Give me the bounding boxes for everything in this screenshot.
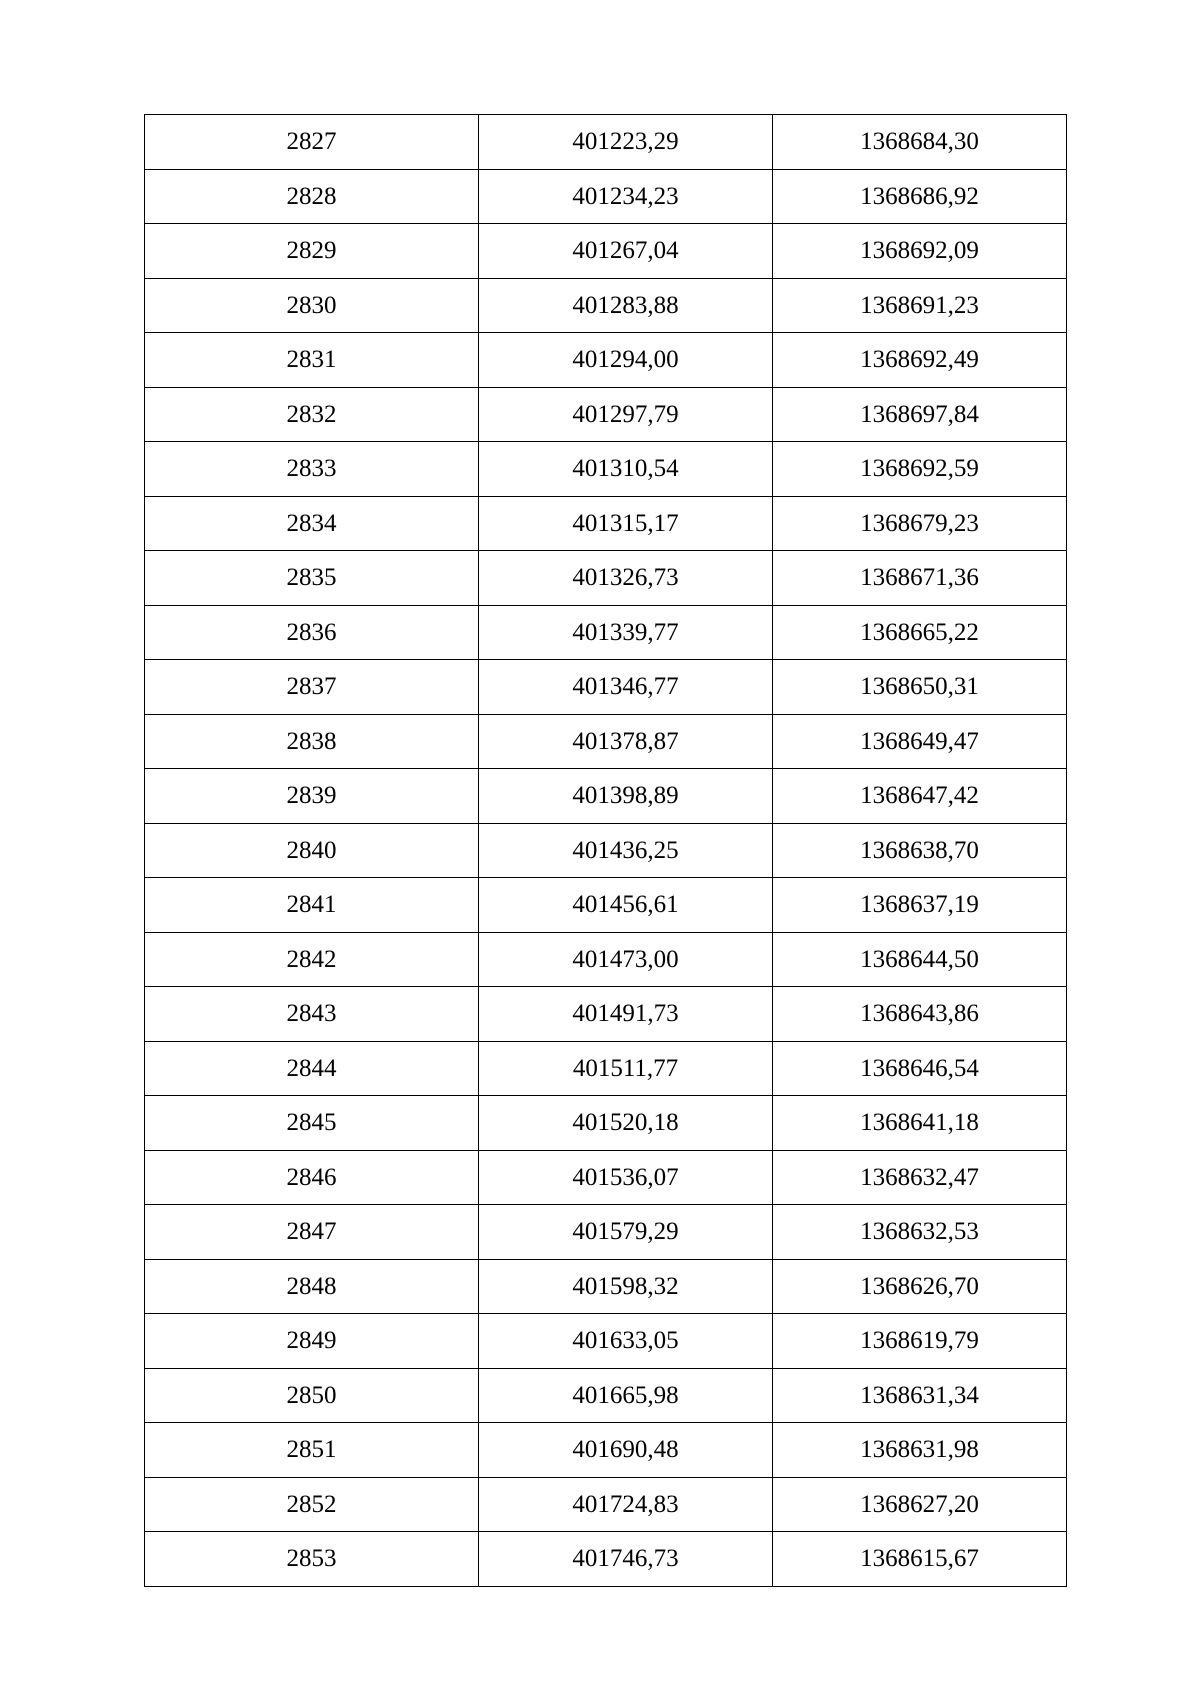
table-row xyxy=(145,1150,1067,1205)
x-coordinate-cell: 401339,77 xyxy=(479,605,773,660)
y-coordinate-cell: 1368626,70 xyxy=(773,1259,1067,1314)
x-coordinate-cell: 401746,73 xyxy=(479,1532,773,1587)
y-coordinate-cell: 1368644,50 xyxy=(773,932,1067,987)
table-row xyxy=(145,224,1067,279)
point-number-cell: 2839 xyxy=(145,769,479,824)
point-number-cell: 2827 xyxy=(145,115,479,170)
point-number-cell: 2848 xyxy=(145,1259,479,1314)
point-number-cell: 2831 xyxy=(145,333,479,388)
y-coordinate-cell: 1368692,49 xyxy=(773,333,1067,388)
y-coordinate-cell: 1368631,98 xyxy=(773,1423,1067,1478)
y-coordinate-cell: 1368650,31 xyxy=(773,660,1067,715)
point-number-cell: 2828 xyxy=(145,169,479,224)
table-row xyxy=(145,932,1067,987)
table-row xyxy=(145,169,1067,224)
y-coordinate-cell: 1368647,42 xyxy=(773,769,1067,824)
point-number-cell: 2830 xyxy=(145,278,479,333)
point-number-cell: 2838 xyxy=(145,714,479,769)
table-row xyxy=(145,115,1067,170)
table-row xyxy=(145,387,1067,442)
x-coordinate-cell: 401315,17 xyxy=(479,496,773,551)
table-row xyxy=(145,1423,1067,1478)
x-coordinate-cell: 401267,04 xyxy=(479,224,773,279)
x-coordinate-cell: 401579,29 xyxy=(479,1205,773,1260)
point-number-cell: 2845 xyxy=(145,1096,479,1151)
table-row xyxy=(145,551,1067,606)
point-number-cell: 2836 xyxy=(145,605,479,660)
table-row xyxy=(145,769,1067,824)
point-number-cell: 2846 xyxy=(145,1150,479,1205)
y-coordinate-cell: 1368686,92 xyxy=(773,169,1067,224)
table-row xyxy=(145,442,1067,497)
table-row xyxy=(145,496,1067,551)
point-number-cell: 2844 xyxy=(145,1041,479,1096)
point-number-cell: 2841 xyxy=(145,878,479,933)
x-coordinate-cell: 401598,32 xyxy=(479,1259,773,1314)
table-row xyxy=(145,1259,1067,1314)
x-coordinate-cell: 401223,29 xyxy=(479,115,773,170)
x-coordinate-cell: 401378,87 xyxy=(479,714,773,769)
table-row xyxy=(145,333,1067,388)
x-coordinate-cell: 401297,79 xyxy=(479,387,773,442)
y-coordinate-cell: 1368697,84 xyxy=(773,387,1067,442)
coordinates-table-body xyxy=(145,115,1067,1587)
point-number-cell: 2849 xyxy=(145,1314,479,1369)
y-coordinate-cell: 1368641,18 xyxy=(773,1096,1067,1151)
y-coordinate-cell: 1368637,19 xyxy=(773,878,1067,933)
y-coordinate-cell: 1368638,70 xyxy=(773,823,1067,878)
point-number-cell: 2853 xyxy=(145,1532,479,1587)
point-number-cell: 2837 xyxy=(145,660,479,715)
y-coordinate-cell: 1368665,22 xyxy=(773,605,1067,660)
table-row xyxy=(145,1314,1067,1369)
point-number-cell: 2834 xyxy=(145,496,479,551)
table-row xyxy=(145,1205,1067,1260)
point-number-cell: 2842 xyxy=(145,932,479,987)
x-coordinate-cell: 401491,73 xyxy=(479,987,773,1042)
table-row xyxy=(145,1477,1067,1532)
x-coordinate-cell: 401346,77 xyxy=(479,660,773,715)
x-coordinate-cell: 401665,98 xyxy=(479,1368,773,1423)
point-number-cell: 2851 xyxy=(145,1423,479,1478)
y-coordinate-cell: 1368619,79 xyxy=(773,1314,1067,1369)
point-number-cell: 2843 xyxy=(145,987,479,1042)
table-row xyxy=(145,605,1067,660)
y-coordinate-cell: 1368632,47 xyxy=(773,1150,1067,1205)
y-coordinate-cell: 1368631,34 xyxy=(773,1368,1067,1423)
y-coordinate-cell: 1368692,59 xyxy=(773,442,1067,497)
table-row xyxy=(145,714,1067,769)
point-number-cell: 2833 xyxy=(145,442,479,497)
y-coordinate-cell: 1368691,23 xyxy=(773,278,1067,333)
y-coordinate-cell: 1368632,53 xyxy=(773,1205,1067,1260)
table-row xyxy=(145,278,1067,333)
x-coordinate-cell: 401473,00 xyxy=(479,932,773,987)
x-coordinate-cell: 401536,07 xyxy=(479,1150,773,1205)
x-coordinate-cell: 401283,88 xyxy=(479,278,773,333)
table-row xyxy=(145,878,1067,933)
x-coordinate-cell: 401234,23 xyxy=(479,169,773,224)
x-coordinate-cell: 401294,00 xyxy=(479,333,773,388)
point-number-cell: 2852 xyxy=(145,1477,479,1532)
x-coordinate-cell: 401520,18 xyxy=(479,1096,773,1151)
y-coordinate-cell: 1368684,30 xyxy=(773,115,1067,170)
x-coordinate-cell: 401724,83 xyxy=(479,1477,773,1532)
table-row xyxy=(145,1368,1067,1423)
x-coordinate-cell: 401511,77 xyxy=(479,1041,773,1096)
x-coordinate-cell: 401326,73 xyxy=(479,551,773,606)
x-coordinate-cell: 401456,61 xyxy=(479,878,773,933)
x-coordinate-cell: 401633,05 xyxy=(479,1314,773,1369)
coordinates-table xyxy=(144,114,1067,1587)
x-coordinate-cell: 401436,25 xyxy=(479,823,773,878)
table-row xyxy=(145,660,1067,715)
y-coordinate-cell: 1368627,20 xyxy=(773,1477,1067,1532)
x-coordinate-cell: 401310,54 xyxy=(479,442,773,497)
point-number-cell: 2832 xyxy=(145,387,479,442)
point-number-cell: 2835 xyxy=(145,551,479,606)
point-number-cell: 2829 xyxy=(145,224,479,279)
point-number-cell: 2850 xyxy=(145,1368,479,1423)
point-number-cell: 2847 xyxy=(145,1205,479,1260)
y-coordinate-cell: 1368671,36 xyxy=(773,551,1067,606)
y-coordinate-cell: 1368643,86 xyxy=(773,987,1067,1042)
table-row xyxy=(145,1532,1067,1587)
table-row xyxy=(145,823,1067,878)
x-coordinate-cell: 401398,89 xyxy=(479,769,773,824)
y-coordinate-cell: 1368649,47 xyxy=(773,714,1067,769)
point-number-cell: 2840 xyxy=(145,823,479,878)
x-coordinate-cell: 401690,48 xyxy=(479,1423,773,1478)
table-row xyxy=(145,1096,1067,1151)
table-row xyxy=(145,987,1067,1042)
y-coordinate-cell: 1368615,67 xyxy=(773,1532,1067,1587)
y-coordinate-cell: 1368679,23 xyxy=(773,496,1067,551)
y-coordinate-cell: 1368646,54 xyxy=(773,1041,1067,1096)
y-coordinate-cell: 1368692,09 xyxy=(773,224,1067,279)
table-row xyxy=(145,1041,1067,1096)
